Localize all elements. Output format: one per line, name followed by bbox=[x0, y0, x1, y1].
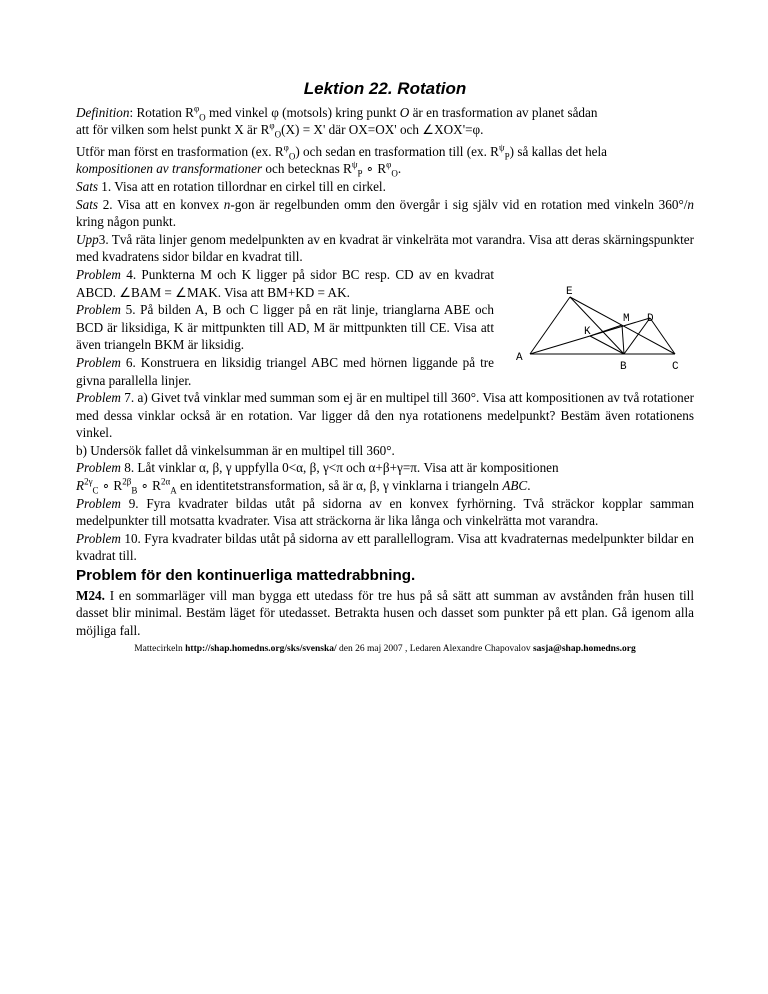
label-c: C bbox=[672, 361, 679, 373]
problem-5: Problem 5. På bilden A, B och C ligger på en rät linje, trianglarna ABE och BCD är liksidiga, K är mittpunkten till AD, M är mittpunkten till CE. Visa att även triangeln BKM är liksidig. bbox=[76, 302, 494, 353]
label-d: D bbox=[647, 313, 654, 325]
page-title: Lektion 22. Rotation bbox=[303, 79, 467, 98]
label-e: E bbox=[566, 286, 573, 298]
footer-url[interactable]: http://shap.homedns.org/sks/svenska/ bbox=[185, 644, 337, 655]
problem-8: Problem 8. Låt vinklar α, β, γ uppfylla 0<α, β, γ<π och α+β+γ=π. Visa att är kompositionen $R^{2\gamma}_C$ ∘ $R^{2\beta}_B$ ∘ $R^{2\alpha}_A$ en identitetstransformation, så är α, β, γ vinklarna i triangeln ABC. bbox=[76, 460, 559, 496]
problem-7b: b) Undersök fallet då vinkelsumman är en multipel till 360°. bbox=[76, 442, 395, 458]
segment-eb bbox=[570, 297, 624, 354]
label-k: K bbox=[584, 326, 591, 338]
sats-1: Sats 1. Visa att en rotation tillordnar en cirkel till en cirkel. bbox=[76, 178, 386, 194]
geometry-figure bbox=[510, 282, 695, 377]
label-b: B bbox=[620, 361, 627, 373]
sats-2: Sats 2. Visa att en konvex n-gon är regelbunden omm den övergår i sig själv vid en rotation med vinkeln 360°/n kring någon punkt. bbox=[76, 196, 694, 230]
segment-ae bbox=[530, 297, 570, 354]
problem-9: Problem 9. Fyra kvadrater bildas utåt på sidorna av en konvex fyrhörning. Två sträckor kopplar samman medelpunkter till motsatta kvadrater. Visa att sträckorna är lika långa och vinkelrätta mot varandra. bbox=[76, 495, 694, 529]
segment-kb bbox=[590, 336, 624, 354]
footer: Mattecirkeln http://shap.homedns.org/sks/svenska/ den 26 maj 2007 , Ledaren Alexandre Chapovalov sasja@shap.homedns.org bbox=[134, 644, 636, 655]
segment-mb bbox=[622, 325, 624, 354]
problem-6: Problem 6. Konstruera en liksidig triangel ABC med hörnen liggande på tre givna parallella linjer. bbox=[76, 354, 494, 388]
segment-dc bbox=[650, 318, 675, 354]
problem-7: Problem 7. a) Givet två vinklar med summan som ej är en multipel till 360°. Visa att kompositionen av två rotationer med dessa vinklar också är en rotation. Var ligger då den nya rotationens medelpunkt? Bestäm även rotationens vinkel. bbox=[76, 390, 694, 441]
upp-3: Upp3. Två räta linjer genom medelpunkten av en kvadrat är vinkelräta mot varandra. Visa att deras skärningspunkter med kvadratens sidor bildar en kvadrat till. bbox=[76, 231, 694, 265]
label-m: M bbox=[623, 313, 630, 325]
problem-10: Problem 10. Fyra kvadrater bildas utåt på sidorna av ett parallellogram. Visa att kvadraternas medelpunkter bildar en kvadrat till. bbox=[76, 530, 694, 564]
section-heading: Problem för den kontinuerliga mattedrabbning. bbox=[76, 567, 416, 585]
problem-4: Problem 4. Punkterna M och K ligger på sidor BC resp. CD av en kvadrat ABCD. ∠BAM = ∠MAK. Visa att BM+KD = AK. bbox=[76, 266, 494, 300]
label-a: A bbox=[516, 352, 523, 364]
problem-m24: M24. I en sommarläger vill man bygga ett utedass för tre hus på så sätt att summan av avstånden från husen till dasset blir minimal. Bestäm läget för utedasset. Betrakta husen och dasset som punkter på ett plan. Gå igenom alla möjliga fall. bbox=[76, 587, 694, 638]
footer-email[interactable]: sasja@shap.homedns.org bbox=[532, 644, 636, 655]
definition-paragraph: Definition: Rotation $R^\varphi_O$ med vinkel φ (motsols) kring punkt O är en trasformation av planet sådan att för vilken som helst punkt X är $R^\varphi_O(X) = X'$ där OX=OX' och ∠XOX'=φ. bbox=[76, 103, 598, 140]
composition-paragraph: Utför man först en trasformation (ex. $R^\varphi_O$) och sedan en trasformation till (ex. $R^\psi_P$) så kallas det hela kompositionen av transformationer och betecknas $R^\psi_P$ ∘ $R^\varphi_O$. bbox=[76, 142, 608, 180]
